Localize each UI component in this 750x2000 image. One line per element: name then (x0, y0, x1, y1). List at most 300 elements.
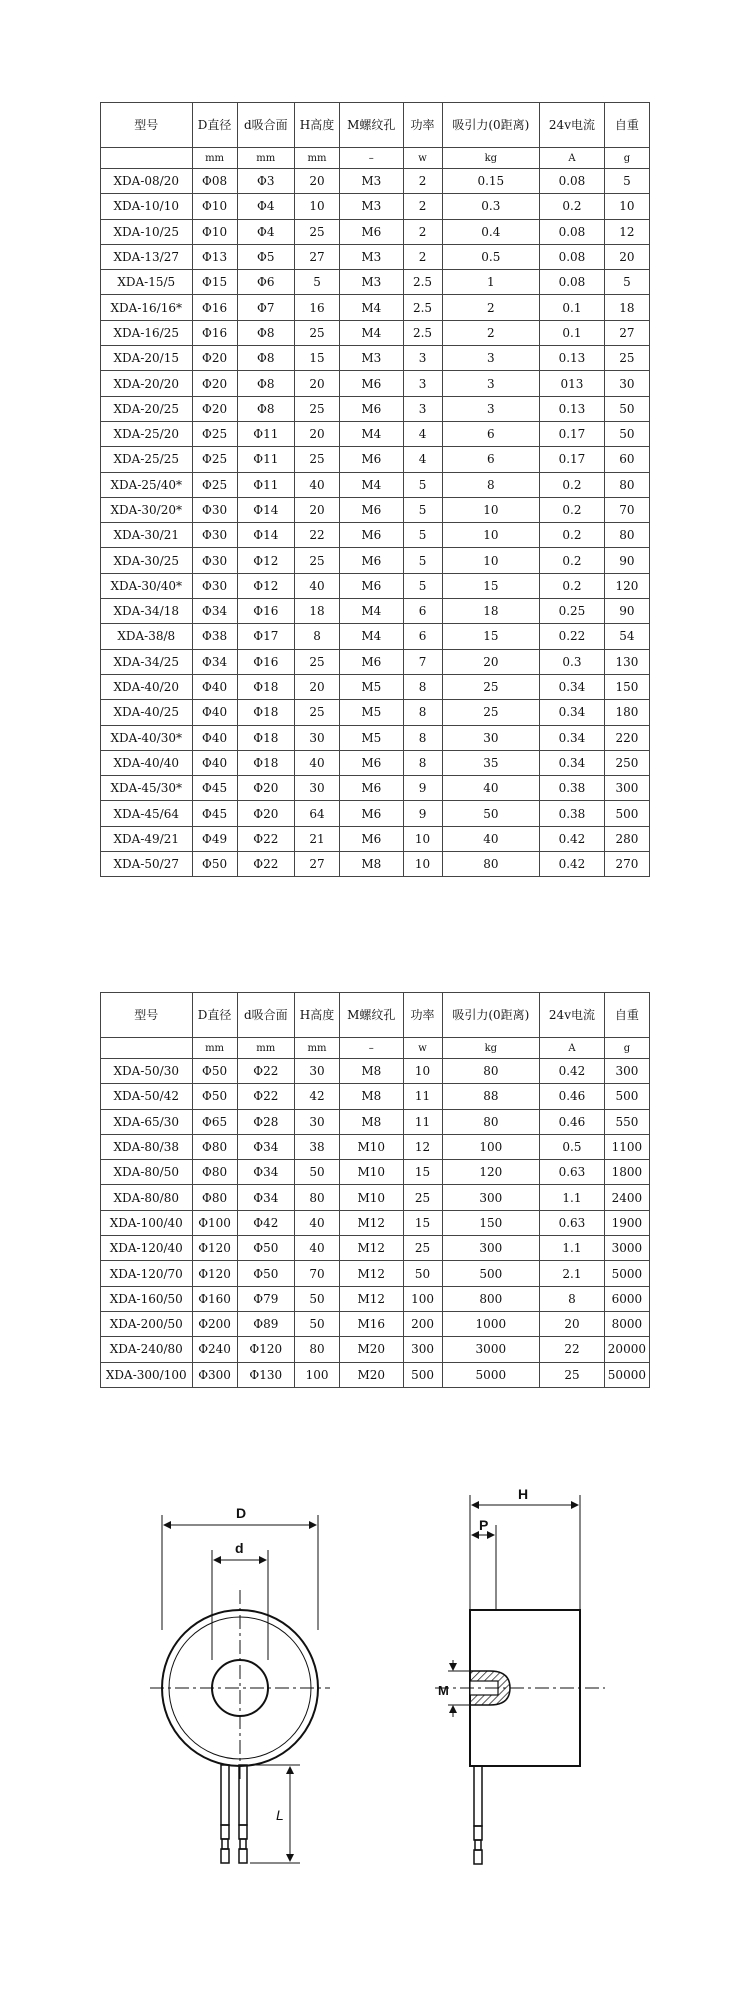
table-row (101, 599, 650, 624)
value-cell: 1.1 (540, 1236, 605, 1261)
value-cell: 27 (294, 852, 339, 877)
model-cell: XDA-34/18 (101, 599, 193, 624)
value-cell: 150 (604, 674, 649, 699)
unit-cell (101, 1038, 193, 1059)
value-cell: M6 (340, 497, 403, 522)
value-cell: Φ200 (192, 1311, 237, 1336)
table-row (101, 649, 650, 674)
value-cell: Φ7 (237, 295, 294, 320)
value-cell: 120 (604, 573, 649, 598)
value-cell: 200 (403, 1311, 442, 1336)
value-cell: 50 (604, 421, 649, 446)
value-cell: 0.5 (442, 244, 540, 269)
value-cell: 10 (403, 1059, 442, 1084)
value-cell: 500 (403, 1362, 442, 1387)
value-cell: 300 (604, 776, 649, 801)
value-cell: 5 (403, 472, 442, 497)
value-cell: 180 (604, 700, 649, 725)
value-cell: 20 (294, 371, 339, 396)
model-cell: XDA-80/38 (101, 1134, 193, 1159)
value-cell: Φ11 (237, 447, 294, 472)
value-cell: 0.2 (540, 497, 605, 522)
value-cell: M8 (340, 1109, 403, 1134)
column-header: M螺纹孔 (340, 103, 403, 148)
value-cell: 3000 (442, 1337, 540, 1362)
value-cell: 50 (294, 1311, 339, 1336)
value-cell: M20 (340, 1362, 403, 1387)
value-cell: 5 (604, 169, 649, 194)
value-cell: 10 (442, 497, 540, 522)
value-cell: M3 (340, 270, 403, 295)
model-cell: XDA-40/30* (101, 725, 193, 750)
value-cell: M4 (340, 472, 403, 497)
value-cell: 0.34 (540, 674, 605, 699)
value-cell: Φ79 (237, 1286, 294, 1311)
value-cell: M8 (340, 1084, 403, 1109)
model-cell: XDA-15/5 (101, 270, 193, 295)
value-cell: Φ10 (192, 219, 237, 244)
model-cell: XDA-30/21 (101, 523, 193, 548)
value-cell: 25 (442, 674, 540, 699)
column-header: d吸合面 (237, 993, 294, 1038)
value-cell: 3 (403, 346, 442, 371)
value-cell: Φ120 (237, 1337, 294, 1362)
value-cell: Φ49 (192, 826, 237, 851)
value-cell: 2 (442, 295, 540, 320)
value-cell: 88 (442, 1084, 540, 1109)
value-cell: 22 (540, 1337, 605, 1362)
value-cell: 0.13 (540, 346, 605, 371)
value-cell: Φ65 (192, 1109, 237, 1134)
value-cell: 2400 (604, 1185, 649, 1210)
model-cell: XDA-25/25 (101, 447, 193, 472)
value-cell: 300 (442, 1185, 540, 1210)
value-cell: 8 (294, 624, 339, 649)
value-cell: 0.38 (540, 801, 605, 826)
table-units-row (101, 148, 650, 169)
table-header-row (101, 103, 650, 148)
value-cell: 90 (604, 599, 649, 624)
value-cell: 500 (442, 1261, 540, 1286)
value-cell: 2.1 (540, 1261, 605, 1286)
model-cell: XDA-49/21 (101, 826, 193, 851)
value-cell: Φ80 (192, 1134, 237, 1159)
value-cell: Φ14 (237, 497, 294, 522)
value-cell: 60 (604, 447, 649, 472)
table-row (101, 472, 650, 497)
value-cell: 15 (442, 573, 540, 598)
table-row (101, 573, 650, 598)
value-cell: 4 (403, 421, 442, 446)
value-cell: 22 (294, 523, 339, 548)
value-cell: 20000 (604, 1337, 649, 1362)
value-cell: 3 (442, 346, 540, 371)
value-cell: Φ11 (237, 472, 294, 497)
value-cell: Φ20 (237, 776, 294, 801)
value-cell: Φ20 (192, 371, 237, 396)
value-cell: 0.2 (540, 472, 605, 497)
value-cell: 12 (403, 1134, 442, 1159)
value-cell: 0.63 (540, 1160, 605, 1185)
column-header: D直径 (192, 103, 237, 148)
value-cell: 0.4 (442, 219, 540, 244)
value-cell: 42 (294, 1084, 339, 1109)
value-cell: 2 (403, 244, 442, 269)
side-lead-wire (474, 1766, 482, 1864)
value-cell: 20 (294, 169, 339, 194)
column-header: 24v电流 (540, 103, 605, 148)
value-cell: 2 (403, 219, 442, 244)
value-cell: Φ17 (237, 624, 294, 649)
value-cell: M10 (340, 1160, 403, 1185)
value-cell: M6 (340, 219, 403, 244)
value-cell: 0.17 (540, 447, 605, 472)
label-L: L (276, 1807, 284, 1823)
value-cell: 8000 (604, 1311, 649, 1336)
unit-cell: mm (192, 1038, 237, 1059)
value-cell: 30 (604, 371, 649, 396)
value-cell: 20 (540, 1311, 605, 1336)
value-cell: 21 (294, 826, 339, 851)
value-cell: 11 (403, 1109, 442, 1134)
value-cell: Φ18 (237, 725, 294, 750)
value-cell: 50 (294, 1286, 339, 1311)
value-cell: M4 (340, 624, 403, 649)
value-cell: 100 (442, 1134, 540, 1159)
table-row (101, 1160, 650, 1185)
value-cell: 10 (442, 548, 540, 573)
value-cell: M12 (340, 1210, 403, 1235)
unit-cell (101, 148, 193, 169)
value-cell: 40 (294, 573, 339, 598)
table-row (101, 548, 650, 573)
value-cell: M20 (340, 1337, 403, 1362)
value-cell: Φ130 (237, 1362, 294, 1387)
value-cell: 70 (604, 497, 649, 522)
column-header: 型号 (101, 993, 193, 1038)
value-cell: 5 (604, 270, 649, 295)
value-cell: 9 (403, 801, 442, 826)
model-cell: XDA-30/25 (101, 548, 193, 573)
unit-cell: kg (442, 148, 540, 169)
value-cell: 3 (403, 396, 442, 421)
value-cell: 3000 (604, 1236, 649, 1261)
table-row (101, 1286, 650, 1311)
value-cell: 80 (294, 1185, 339, 1210)
value-cell: 5 (403, 497, 442, 522)
value-cell: 1800 (604, 1160, 649, 1185)
value-cell: 0.2 (540, 194, 605, 219)
value-cell: 270 (604, 852, 649, 877)
column-header: D直径 (192, 993, 237, 1038)
value-cell: Φ8 (237, 396, 294, 421)
value-cell: Φ40 (192, 674, 237, 699)
value-cell: M4 (340, 421, 403, 446)
value-cell: 25 (294, 548, 339, 573)
value-cell: Φ120 (192, 1236, 237, 1261)
table-row (101, 219, 650, 244)
value-cell: 18 (604, 295, 649, 320)
model-cell: XDA-50/42 (101, 1084, 193, 1109)
table-row (101, 270, 650, 295)
value-cell: M6 (340, 776, 403, 801)
label-H: H (518, 1486, 529, 1502)
value-cell: Φ15 (192, 270, 237, 295)
value-cell: 0.08 (540, 244, 605, 269)
label-P: P (479, 1517, 489, 1533)
column-header: M螺纹孔 (340, 993, 403, 1038)
model-cell: XDA-160/50 (101, 1286, 193, 1311)
value-cell: 15 (403, 1210, 442, 1235)
value-cell: 80 (604, 523, 649, 548)
value-cell: 10 (403, 852, 442, 877)
value-cell: Φ25 (192, 472, 237, 497)
value-cell: Φ16 (192, 295, 237, 320)
value-cell: 20 (604, 244, 649, 269)
label-d: d (235, 1540, 244, 1556)
value-cell: Φ22 (237, 1084, 294, 1109)
value-cell: M6 (340, 523, 403, 548)
unit-cell: w (403, 1038, 442, 1059)
value-cell: 15 (403, 1160, 442, 1185)
value-cell: 40 (294, 750, 339, 775)
column-header: H高度 (294, 993, 339, 1038)
value-cell: Φ240 (192, 1337, 237, 1362)
value-cell: Φ8 (237, 346, 294, 371)
value-cell: Φ12 (237, 573, 294, 598)
value-cell: M6 (340, 548, 403, 573)
value-cell: 800 (442, 1286, 540, 1311)
column-header: 型号 (101, 103, 193, 148)
value-cell: 6 (442, 447, 540, 472)
value-cell: Φ45 (192, 776, 237, 801)
value-cell: Φ11 (237, 421, 294, 446)
front-view (150, 1515, 330, 1863)
value-cell: 013 (540, 371, 605, 396)
value-cell: 80 (604, 472, 649, 497)
table-row (101, 776, 650, 801)
value-cell: M6 (340, 826, 403, 851)
value-cell: 0.1 (540, 320, 605, 345)
value-cell: Φ16 (192, 320, 237, 345)
value-cell: 15 (442, 624, 540, 649)
value-cell: Φ34 (192, 649, 237, 674)
value-cell: 27 (604, 320, 649, 345)
value-cell: 54 (604, 624, 649, 649)
value-cell: 100 (294, 1362, 339, 1387)
value-cell: M12 (340, 1236, 403, 1261)
value-cell: 8 (442, 472, 540, 497)
value-cell: 0.2 (540, 548, 605, 573)
value-cell: 25 (294, 219, 339, 244)
value-cell: 0.2 (540, 573, 605, 598)
table-row (101, 801, 650, 826)
value-cell: M5 (340, 725, 403, 750)
value-cell: Φ45 (192, 801, 237, 826)
value-cell: M3 (340, 244, 403, 269)
value-cell: Φ34 (192, 599, 237, 624)
model-cell: XDA-34/25 (101, 649, 193, 674)
value-cell: 18 (294, 599, 339, 624)
value-cell: 40 (294, 1236, 339, 1261)
model-cell: XDA-80/80 (101, 1185, 193, 1210)
column-header: 自重 (604, 103, 649, 148)
model-cell: XDA-80/50 (101, 1160, 193, 1185)
value-cell: 0.08 (540, 219, 605, 244)
value-cell: 250 (604, 750, 649, 775)
value-cell: Φ30 (192, 548, 237, 573)
value-cell: Φ12 (237, 548, 294, 573)
value-cell: 80 (442, 1109, 540, 1134)
model-cell: XDA-30/40* (101, 573, 193, 598)
value-cell: M3 (340, 194, 403, 219)
value-cell: 1 (442, 270, 540, 295)
value-cell: Φ34 (237, 1185, 294, 1210)
value-cell: Φ13 (192, 244, 237, 269)
value-cell: M4 (340, 320, 403, 345)
value-cell: 40 (294, 472, 339, 497)
value-cell: M3 (340, 346, 403, 371)
value-cell: Φ5 (237, 244, 294, 269)
unit-cell: – (340, 1038, 403, 1059)
unit-cell: kg (442, 1038, 540, 1059)
value-cell: 0.38 (540, 776, 605, 801)
value-cell: 2.5 (403, 320, 442, 345)
value-cell: Φ40 (192, 725, 237, 750)
value-cell: Φ20 (192, 346, 237, 371)
value-cell: Φ3 (237, 169, 294, 194)
model-cell: XDA-240/80 (101, 1337, 193, 1362)
electromagnet-dimension-drawing (100, 1485, 650, 1915)
column-header: 24v电流 (540, 993, 605, 1038)
table-row (101, 194, 650, 219)
value-cell: 50 (403, 1261, 442, 1286)
value-cell: 18 (442, 599, 540, 624)
value-cell: 64 (294, 801, 339, 826)
model-cell: XDA-10/25 (101, 219, 193, 244)
model-cell: XDA-08/20 (101, 169, 193, 194)
value-cell: 0.08 (540, 270, 605, 295)
table-row (101, 1261, 650, 1286)
value-cell: 40 (442, 776, 540, 801)
value-cell: 30 (442, 725, 540, 750)
table-row (101, 1109, 650, 1134)
model-cell: XDA-50/30 (101, 1059, 193, 1084)
value-cell: 50 (294, 1160, 339, 1185)
value-cell: 5 (403, 573, 442, 598)
value-cell: 4 (403, 447, 442, 472)
value-cell: 25 (294, 447, 339, 472)
value-cell: Φ10 (192, 194, 237, 219)
value-cell: 40 (442, 826, 540, 851)
value-cell: Φ34 (237, 1160, 294, 1185)
value-cell: 80 (442, 852, 540, 877)
value-cell: Φ14 (237, 523, 294, 548)
value-cell: 0.42 (540, 1059, 605, 1084)
value-cell: 0.42 (540, 826, 605, 851)
value-cell: Φ18 (237, 674, 294, 699)
table-row (101, 700, 650, 725)
model-cell: XDA-25/20 (101, 421, 193, 446)
value-cell: 80 (294, 1337, 339, 1362)
value-cell: 27 (294, 244, 339, 269)
unit-cell: mm (294, 148, 339, 169)
value-cell: 30 (294, 776, 339, 801)
model-cell: XDA-16/25 (101, 320, 193, 345)
value-cell: 8 (403, 700, 442, 725)
value-cell: 5000 (442, 1362, 540, 1387)
unit-cell: A (540, 148, 605, 169)
value-cell: 1.1 (540, 1185, 605, 1210)
value-cell: 2.5 (403, 295, 442, 320)
table-row (101, 1337, 650, 1362)
unit-cell: A (540, 1038, 605, 1059)
value-cell: M5 (340, 700, 403, 725)
value-cell: 1900 (604, 1210, 649, 1235)
value-cell: 5 (294, 270, 339, 295)
value-cell: Φ80 (192, 1185, 237, 1210)
value-cell: 30 (294, 1059, 339, 1084)
value-cell: Φ25 (192, 447, 237, 472)
label-M: M (438, 1683, 449, 1698)
side-view (435, 1495, 605, 1864)
table-row (101, 1059, 650, 1084)
value-cell: 0.3 (442, 194, 540, 219)
value-cell: 500 (604, 1084, 649, 1109)
value-cell: Φ50 (192, 852, 237, 877)
value-cell: Φ80 (192, 1160, 237, 1185)
value-cell: 8 (403, 674, 442, 699)
table-row (101, 1236, 650, 1261)
value-cell: 150 (442, 1210, 540, 1235)
value-cell: 120 (442, 1160, 540, 1185)
unit-cell: mm (237, 1038, 294, 1059)
value-cell: 0.25 (540, 599, 605, 624)
unit-cell: – (340, 148, 403, 169)
model-cell: XDA-200/50 (101, 1311, 193, 1336)
table-header-row (101, 993, 650, 1038)
value-cell: 30 (294, 1109, 339, 1134)
value-cell: 20 (294, 421, 339, 446)
value-cell: 0.46 (540, 1109, 605, 1134)
value-cell: M5 (340, 674, 403, 699)
value-cell: M3 (340, 169, 403, 194)
value-cell: 2 (403, 194, 442, 219)
value-cell: Φ40 (192, 750, 237, 775)
value-cell: Φ08 (192, 169, 237, 194)
table-row (101, 624, 650, 649)
value-cell: Φ18 (237, 750, 294, 775)
value-cell: 90 (604, 548, 649, 573)
model-cell: XDA-50/27 (101, 852, 193, 877)
value-cell: M8 (340, 1059, 403, 1084)
value-cell: 25 (294, 700, 339, 725)
value-cell: 25 (540, 1362, 605, 1387)
value-cell: M4 (340, 295, 403, 320)
value-cell: 2 (403, 169, 442, 194)
value-cell: 0.3 (540, 649, 605, 674)
value-cell: Φ8 (237, 320, 294, 345)
model-cell: XDA-20/20 (101, 371, 193, 396)
value-cell: Φ34 (237, 1134, 294, 1159)
value-cell: 0.17 (540, 421, 605, 446)
model-cell: XDA-25/40* (101, 472, 193, 497)
value-cell: Φ42 (237, 1210, 294, 1235)
value-cell: 2 (442, 320, 540, 345)
table-row (101, 295, 650, 320)
model-cell: XDA-30/20* (101, 497, 193, 522)
value-cell: 5 (403, 548, 442, 573)
